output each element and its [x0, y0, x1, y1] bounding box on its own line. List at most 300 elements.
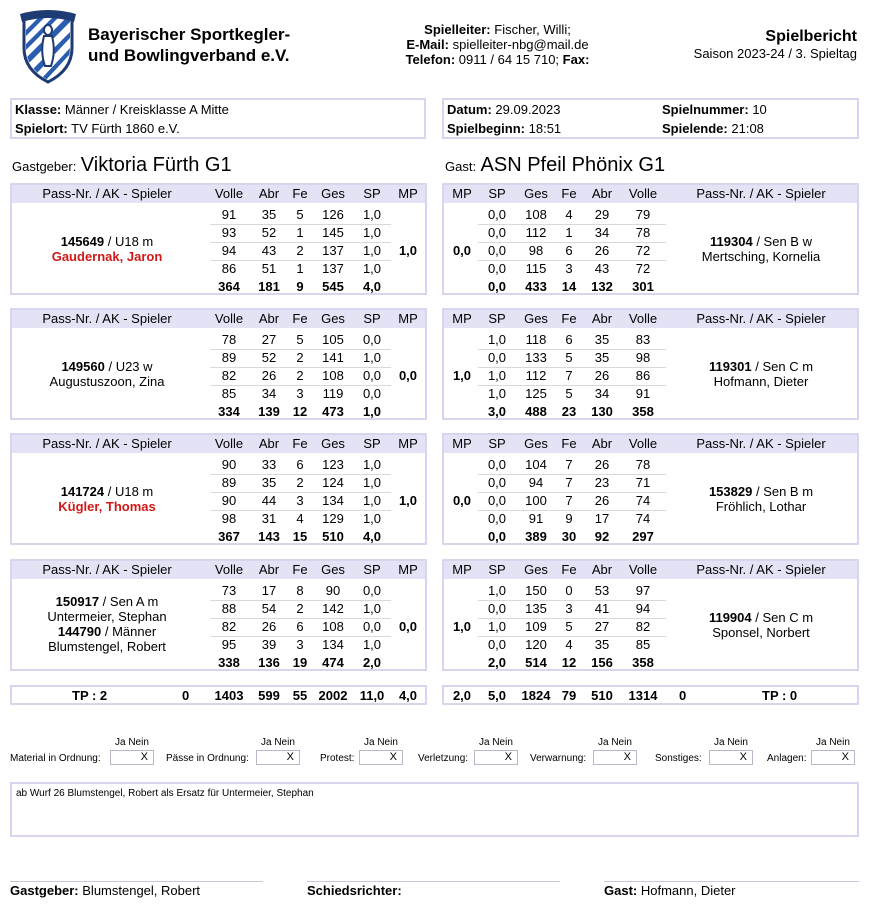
score-cell: 85 [635, 637, 651, 652]
nein-mark: X [140, 751, 148, 763]
score-cell: 43 [261, 243, 277, 258]
home-total-abr: 599 [258, 688, 280, 703]
column-header-fe: Fe [561, 311, 577, 326]
telefon-label: Telefon: [405, 52, 456, 67]
match-points: 1,0 [452, 619, 472, 634]
score-cell: 90 [325, 583, 341, 598]
score-cell: 0,0 [487, 261, 507, 276]
spielort-value: TV Fürth 1860 e.V. [71, 121, 180, 136]
score-cell: 0,0 [487, 243, 507, 258]
score-cell: 108 [322, 368, 344, 383]
score-cell: 134 [322, 493, 344, 508]
total-cell: 2,0 [362, 655, 382, 670]
player-pass-number: 119904 [708, 610, 752, 625]
check-box[interactable] [474, 750, 518, 765]
score-cell: 7 [565, 493, 573, 508]
column-header-volle: Volle [628, 562, 658, 577]
column-header-volle: Volle [214, 562, 244, 577]
score-cell: 5 [565, 350, 573, 365]
match-points: 0,0 [398, 619, 418, 634]
column-header-sp: SP [363, 186, 381, 201]
check-label: Sonstiges: [655, 753, 702, 764]
score-cell: 7 [565, 475, 573, 490]
score-cell: 89 [221, 475, 237, 490]
spielleiter-value: Fischer, Willi; [494, 22, 571, 37]
score-cell: 0,0 [487, 207, 507, 222]
home-tp: TP : 2 [72, 688, 108, 703]
player-name: Gaudernak, Jaron [51, 249, 163, 264]
spielnummer-label: Spielnummer: [662, 102, 749, 117]
score-cell: 0,0 [487, 225, 507, 240]
score-cell: 109 [525, 619, 547, 634]
score-cell: 4 [565, 207, 573, 222]
away-totals-row [442, 685, 859, 705]
score-cell: 0,0 [362, 368, 382, 383]
total-cell: 143 [258, 529, 280, 544]
player-age-class: Sen C m [762, 610, 814, 625]
score-cell: 27 [261, 332, 277, 347]
score-cell: 6 [296, 457, 304, 472]
comment-box: ab Wurf 26 Blumstengel, Robert als Ersatz für Untermeier, Stephan [10, 782, 859, 837]
match-points: 1,0 [452, 368, 472, 383]
datum-label: Datum: [447, 102, 492, 117]
player-pass-line: 141724 / U18 m [60, 484, 154, 499]
score-cell: 1,0 [362, 511, 382, 526]
home-total-sp: 11,0 [359, 688, 385, 703]
home-total-zero: 0 [182, 688, 190, 703]
total-cell: 4,0 [362, 529, 382, 544]
total-cell: 367 [218, 529, 240, 544]
nein-mark: X [841, 751, 849, 763]
away-block-1 [442, 183, 859, 295]
home-player-info [12, 484, 202, 514]
total-cell: 136 [258, 655, 280, 670]
player-pass-line: 144790 / Männer [57, 624, 157, 639]
score-cell: 1,0 [362, 601, 382, 616]
player-pass-number: 119301 [708, 359, 752, 374]
player-pass-line: 153829 / Sen B m [708, 484, 814, 499]
home-block-header [12, 185, 425, 203]
score-cell: 82 [221, 619, 237, 634]
total-cell: 474 [322, 655, 344, 670]
score-cell: 26 [594, 457, 610, 472]
total-cell: 510 [322, 529, 344, 544]
column-header-pass: Pass-Nr. / AK - Spieler [42, 562, 172, 577]
score-cell: 78 [635, 457, 651, 472]
score-cell: 0,0 [487, 475, 507, 490]
home-player-info [12, 234, 202, 264]
total-cell: 514 [525, 655, 547, 670]
score-cell: 53 [594, 583, 610, 598]
score-cell: 0,0 [362, 619, 382, 634]
total-cell: 3,0 [487, 404, 507, 419]
player-name: Augustuszoon, Zina [49, 374, 165, 389]
total-cell: 15 [292, 529, 308, 544]
player-pass-number: 141724 [60, 484, 105, 499]
away-player-info [666, 234, 856, 264]
score-cell: 129 [322, 511, 344, 526]
score-cell: 137 [322, 243, 344, 258]
total-cell: 334 [218, 404, 240, 419]
report-subtitle: Saison 2023-24 / 3. Spieltag [693, 46, 857, 61]
total-cell: 92 [594, 529, 610, 544]
total-cell: 338 [218, 655, 240, 670]
score-cell: 104 [525, 457, 547, 472]
total-cell: 12 [292, 404, 308, 419]
home-team-heading [12, 154, 232, 177]
score-cell: 126 [322, 207, 344, 222]
score-cell: 0,0 [362, 386, 382, 401]
score-cell: 26 [594, 243, 610, 258]
total-cell: 130 [591, 404, 613, 419]
ja-nein-header: Ja Nein [115, 737, 149, 748]
column-header-fe: Fe [292, 311, 308, 326]
match-info-box [442, 98, 859, 139]
score-cell: 134 [322, 637, 344, 652]
home-block-header [12, 435, 425, 453]
total-cell: 473 [322, 404, 344, 419]
column-header-sp: SP [363, 562, 381, 577]
home-signature [10, 883, 200, 898]
column-header-abr: Abr [258, 436, 280, 451]
score-cell: 135 [525, 601, 547, 616]
ja-nein-header: Ja Nein [479, 737, 513, 748]
away-signature-label: Gast: [604, 883, 638, 898]
total-cell: 132 [591, 279, 613, 294]
score-cell: 74 [635, 493, 651, 508]
player-name: Hofmann, Dieter [713, 374, 809, 389]
column-header-volle: Volle [628, 311, 658, 326]
score-cell: 31 [261, 511, 277, 526]
column-header-pass: Pass-Nr. / AK - Spieler [696, 311, 826, 326]
match-points: 0,0 [452, 493, 472, 508]
score-cell: 150 [525, 583, 547, 598]
player-name: Sponsel, Norbert [712, 625, 810, 640]
match-points: 0,0 [398, 368, 418, 383]
total-cell: 545 [322, 279, 344, 294]
player-pass-line: 149560 / U23 w [61, 359, 153, 374]
score-cell: 0 [565, 583, 573, 598]
away-total-sp: 5,0 [487, 688, 507, 703]
score-cell: 33 [261, 457, 277, 472]
organization-name [88, 24, 290, 66]
score-cell: 88 [221, 601, 237, 616]
score-cell: 1,0 [362, 261, 382, 276]
home-total-fe: 55 [292, 688, 308, 703]
column-header-mp: MP [398, 436, 418, 451]
score-cell: 1 [565, 225, 573, 240]
away-tp: TP : 0 [762, 688, 798, 703]
player-pass-line: 119904 / Sen C m [708, 610, 814, 625]
total-cell: 23 [561, 404, 577, 419]
column-header-pass: Pass-Nr. / AK - Spieler [696, 436, 826, 451]
total-cell: 0,0 [487, 529, 507, 544]
score-cell: 1,0 [362, 243, 382, 258]
total-cell: 358 [632, 404, 654, 419]
column-header-ges: Ges [321, 186, 345, 201]
score-cell: 5 [296, 332, 304, 347]
column-header-volle: Volle [628, 436, 658, 451]
score-cell: 82 [635, 619, 651, 634]
player-pass-number: 119304 [710, 234, 753, 249]
score-cell: 1,0 [362, 475, 382, 490]
score-cell: 8 [296, 583, 304, 598]
player-age-class: U18 m [114, 484, 154, 499]
away-total-mp: 2,0 [452, 688, 472, 703]
org-line-2: und Bowlingverband e.V. [88, 46, 290, 65]
column-header-abr: Abr [258, 562, 280, 577]
column-header-ges: Ges [524, 311, 548, 326]
spielnummer-value: 10 [752, 102, 767, 117]
spielbeginn-label: Spielbeginn: [447, 121, 525, 136]
column-header-sp: SP [488, 562, 506, 577]
score-cell: 1,0 [487, 332, 507, 347]
column-header-mp: MP [398, 562, 418, 577]
column-header-volle: Volle [214, 311, 244, 326]
total-cell: 433 [525, 279, 547, 294]
score-cell: 120 [525, 637, 547, 652]
score-cell: 44 [261, 493, 277, 508]
score-cell: 2 [296, 368, 304, 383]
score-cell: 26 [594, 493, 610, 508]
away-block-2 [442, 308, 859, 420]
home-totals-row [10, 685, 427, 705]
column-header-abr: Abr [591, 562, 613, 577]
score-cell: 112 [525, 368, 547, 383]
nein-mark: X [623, 751, 631, 763]
column-header-fe: Fe [561, 562, 577, 577]
away-total-volle: 1314 [628, 688, 658, 703]
score-cell: 91 [221, 207, 237, 222]
spielende-value: 21:08 [731, 121, 764, 136]
column-header-pass: Pass-Nr. / AK - Spieler [696, 562, 826, 577]
home-block-header [12, 561, 425, 579]
score-cell: 5 [565, 619, 573, 634]
player-pass-line: 150917 / Sen A m [55, 594, 159, 609]
score-cell: 93 [221, 225, 237, 240]
score-cell: 86 [635, 368, 651, 383]
score-cell: 35 [594, 332, 610, 347]
score-cell: 26 [261, 619, 277, 634]
check-box[interactable] [811, 750, 855, 765]
ja-nein-header: Ja Nein [816, 737, 850, 748]
score-cell: 17 [261, 583, 277, 598]
ref-signature-label: Schiedsrichter: [307, 883, 402, 898]
column-header-ges: Ges [321, 562, 345, 577]
score-cell: 82 [221, 368, 237, 383]
player-age-class: Sen B m [763, 484, 814, 499]
score-cell: 115 [525, 261, 547, 276]
player-name: Untermeier, Stephan [47, 609, 167, 624]
check-box[interactable] [709, 750, 753, 765]
score-cell: 35 [261, 475, 277, 490]
score-cell: 6 [565, 243, 573, 258]
score-cell: 94 [528, 475, 544, 490]
home-player-info [12, 594, 202, 654]
score-cell: 1,0 [362, 493, 382, 508]
score-cell: 2 [296, 601, 304, 616]
total-cell: 156 [591, 655, 613, 670]
score-cell: 39 [261, 637, 277, 652]
away-player-info [666, 610, 856, 640]
player-age-class: Männer [112, 624, 157, 639]
score-cell: 0,0 [487, 601, 507, 616]
score-cell: 0,0 [487, 637, 507, 652]
spielende-label: Spielende: [662, 121, 728, 136]
check-label: Pässe in Ordnung: [166, 753, 249, 764]
column-header-sp: SP [488, 436, 506, 451]
total-cell: 30 [561, 529, 577, 544]
check-box[interactable] [593, 750, 637, 765]
check-label: Protest: [320, 753, 355, 764]
score-cell: 4 [296, 511, 304, 526]
column-header-volle: Volle [214, 436, 244, 451]
column-header-mp: MP [452, 436, 472, 451]
home-block-4 [10, 559, 427, 671]
score-cell: 133 [525, 350, 547, 365]
away-team-name: ASN Pfeil Phönix G1 [480, 154, 666, 176]
player-pass-number: 150917 [55, 594, 100, 609]
home-signature-line [10, 881, 263, 882]
score-cell: 7 [565, 457, 573, 472]
total-cell: 4,0 [362, 279, 382, 294]
player-pass-number: 153829 [708, 484, 753, 499]
away-total-abr: 510 [591, 688, 613, 703]
column-header-ges: Ges [524, 436, 548, 451]
total-cell: 488 [525, 404, 547, 419]
home-total-ges: 2002 [318, 688, 348, 703]
score-cell: 97 [635, 583, 651, 598]
datum-value: 29.09.2023 [495, 102, 561, 117]
player-pass-line: 145649 / U18 m [60, 234, 154, 249]
away-block-header [444, 561, 857, 579]
total-cell: 0,0 [487, 279, 507, 294]
away-player-info [666, 359, 856, 389]
score-cell: 108 [322, 619, 344, 634]
score-cell: 125 [525, 386, 547, 401]
column-header-mp: MP [452, 562, 472, 577]
score-cell: 78 [635, 225, 651, 240]
column-header-mp: MP [398, 311, 418, 326]
column-header-ges: Ges [321, 436, 345, 451]
home-player-info [12, 359, 202, 389]
column-header-sp: SP [363, 311, 381, 326]
nein-mark: X [739, 751, 747, 763]
total-cell: 301 [632, 279, 654, 294]
score-cell: 51 [261, 261, 277, 276]
score-cell: 1 [296, 261, 304, 276]
score-cell: 90 [221, 493, 237, 508]
column-header-fe: Fe [561, 186, 577, 201]
score-cell: 17 [594, 511, 610, 526]
column-header-fe: Fe [561, 436, 577, 451]
score-cell: 108 [525, 207, 547, 222]
score-cell: 23 [594, 475, 610, 490]
score-cell: 142 [322, 601, 344, 616]
score-cell: 1,0 [362, 207, 382, 222]
score-cell: 34 [261, 386, 277, 401]
score-cell: 1,0 [487, 619, 507, 634]
check-label: Verwarnung: [530, 753, 587, 764]
score-cell: 145 [322, 225, 344, 240]
away-block-4 [442, 559, 859, 671]
match-points: 0,0 [452, 243, 472, 258]
column-header-pass: Pass-Nr. / AK - Spieler [696, 186, 826, 201]
total-cell: 19 [292, 655, 308, 670]
score-cell: 27 [594, 619, 610, 634]
spielort-label: Spielort: [15, 121, 68, 136]
federation-logo [18, 8, 78, 84]
match-points: 1,0 [398, 493, 418, 508]
nein-mark: X [504, 751, 512, 763]
column-header-fe: Fe [292, 186, 308, 201]
klasse-value: Männer / Kreisklasse A Mitte [64, 102, 229, 117]
score-cell: 124 [322, 475, 344, 490]
away-block-header [444, 310, 857, 328]
score-cell: 83 [635, 332, 651, 347]
score-cell: 0,0 [362, 332, 382, 347]
score-cell: 5 [565, 386, 573, 401]
ja-nein-header: Ja Nein [598, 737, 632, 748]
score-cell: 26 [261, 368, 277, 383]
column-header-fe: Fe [292, 436, 308, 451]
away-total-zero: 0 [679, 688, 687, 703]
player-pass-number: 149560 [61, 359, 105, 374]
player-pass-number: 144790 [57, 624, 102, 639]
player-age-class: U18 m [114, 234, 154, 249]
score-cell: 43 [594, 261, 610, 276]
check-box[interactable] [359, 750, 403, 765]
total-cell: 139 [258, 404, 280, 419]
score-cell: 0,0 [487, 511, 507, 526]
report-heading [694, 28, 857, 61]
score-cell: 119 [322, 386, 344, 401]
home-team-name: Viktoria Fürth G1 [80, 154, 232, 176]
total-cell: 297 [632, 529, 654, 544]
score-cell: 78 [221, 332, 237, 347]
score-cell: 4 [565, 637, 573, 652]
away-team-heading [445, 154, 665, 177]
player-name: Mertsching, Kornelia [701, 249, 821, 264]
klasse-label: Klasse: [15, 102, 62, 117]
column-header-abr: Abr [591, 436, 613, 451]
column-header-mp: MP [398, 186, 418, 201]
home-block-2 [10, 308, 427, 420]
check-box[interactable] [110, 750, 154, 765]
away-player-info [666, 484, 856, 514]
score-cell: 2 [296, 350, 304, 365]
column-header-sp: SP [363, 436, 381, 451]
score-cell: 35 [594, 637, 610, 652]
email-value[interactable]: spielleiter-nbg@mail.de [452, 37, 589, 52]
home-total-volle: 1403 [214, 688, 244, 703]
class-info-box [10, 98, 426, 139]
spielleiter-label: Spielleiter: [424, 22, 491, 37]
score-cell: 29 [594, 207, 610, 222]
player-pass-number: 145649 [60, 234, 105, 249]
spielbeginn-value: 18:51 [528, 121, 562, 136]
player-pass-line: 119304 / Sen B w [710, 234, 812, 249]
column-header-volle: Volle [628, 186, 658, 201]
score-cell: 90 [221, 457, 237, 472]
player-name: Blumstengel, Robert [48, 639, 166, 654]
score-cell: 6 [565, 332, 573, 347]
score-cell: 6 [296, 619, 304, 634]
check-label: Verletzung: [418, 753, 469, 764]
column-header-mp: MP [452, 186, 472, 201]
ref-signature-line [307, 881, 560, 882]
check-box[interactable] [256, 750, 300, 765]
